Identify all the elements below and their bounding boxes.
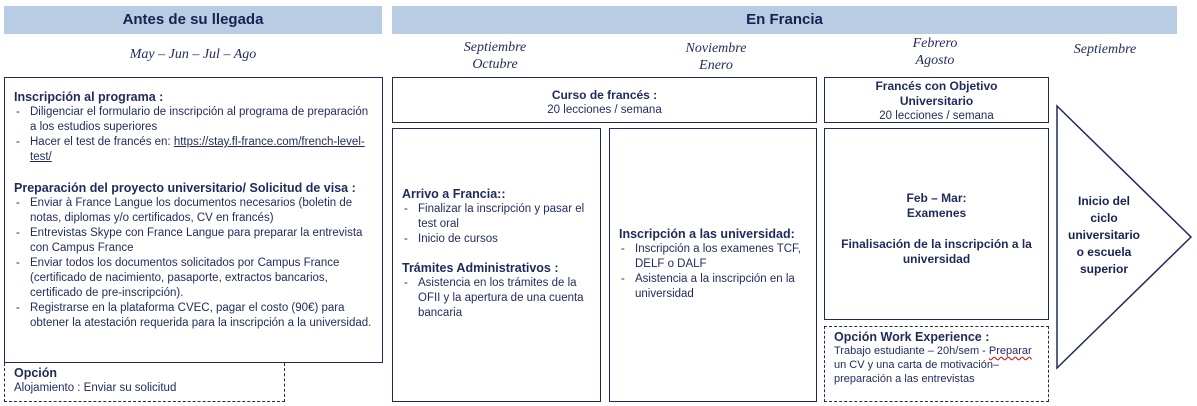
period-nov-label: Noviembre bbox=[685, 41, 747, 56]
fou-sub: 20 lecciones / semana bbox=[879, 110, 994, 122]
curso-title: Curso de francés : bbox=[551, 88, 658, 102]
period-sept: Septiembre bbox=[1073, 42, 1137, 57]
period-aug-label: Agosto bbox=[915, 53, 955, 68]
period-feb-aug bbox=[870, 35, 1000, 69]
curso-frances-box bbox=[392, 77, 817, 123]
preparacion-list bbox=[14, 196, 374, 331]
opcion-title: Opción bbox=[14, 366, 58, 380]
list-item: - Asistencia a la inscripción en la universidad bbox=[619, 272, 808, 302]
fou-title-line2: Universitario bbox=[899, 94, 974, 108]
arrivo-title: Arrivo a Francia:: bbox=[402, 187, 506, 201]
examenes-box bbox=[824, 128, 1049, 320]
list-item: - Enviar à France Langue los documentos necesarios (boletin de notas, diplomas y/o certificados, CV en francés) bbox=[14, 196, 374, 226]
inscripcion-title: Inscripción al programa : bbox=[14, 90, 164, 104]
list-item: - Entrevistas Skype con France Langue para preparar la entrevista con Campus France bbox=[14, 226, 374, 256]
fou-box bbox=[824, 77, 1049, 123]
preparacion-title: Preparación del proyecto universitario/ Solicitud de visa : bbox=[14, 181, 356, 195]
work-text: Trabajo estudiante – 20h/sem - Preparar un CV y una carta de motivación– preparación a las entrevistas bbox=[834, 345, 1032, 385]
header-in-france: En Francia bbox=[392, 6, 1177, 34]
finalisacion-label: Finalisación de la inscripción a la universidad bbox=[841, 237, 1032, 266]
period-jan-label: Enero bbox=[699, 58, 733, 73]
list-item: - Inicio de cursos bbox=[402, 232, 592, 247]
curso-sub: 20 lecciones / semana bbox=[547, 104, 662, 116]
period-sep-oct bbox=[430, 39, 560, 73]
opcion-text: Alojamiento : Enviar su solicitud bbox=[14, 382, 177, 394]
period-sep-label: Septiembre bbox=[463, 40, 527, 55]
list-item: - Asistencia en los trámites de la OFII y la apertura de una cuenta bancaria bbox=[402, 276, 592, 321]
opcion-box bbox=[4, 363, 285, 402]
arrivo-box bbox=[392, 128, 601, 402]
period-nov-jan bbox=[651, 40, 781, 74]
tramites-title: Trámites Administrativos : bbox=[402, 261, 559, 275]
list-item: - Inscripción a los examenes TCF, DELF o DALF bbox=[619, 242, 808, 272]
exam-label: Examenes bbox=[906, 206, 967, 220]
list-item: - Diligenciar el formulario de inscripción al programa de preparación a los estudios superiores bbox=[14, 105, 374, 135]
list-item-text: Hacer el test de francés en: bbox=[30, 136, 174, 148]
header-before-arrival: Antes de su llegada bbox=[4, 6, 382, 34]
exam-dates: Feb – Mar: bbox=[906, 191, 967, 205]
french-test-link[interactable]: https://stay.fl-france.com/french-level-test/ bbox=[30, 136, 365, 163]
inicio-label: Inicio del ciclo universitario o escuela superior bbox=[1067, 194, 1141, 276]
tramites-list bbox=[402, 276, 592, 321]
list-item: - Registrarse en la plataforma CVEC, pagar el costo (90€) para obtener la atestación requerida para la inscripción a la universidad. bbox=[14, 301, 374, 331]
fou-title-line1: Francés con Objetivo bbox=[875, 79, 998, 93]
arrivo-list bbox=[402, 202, 592, 247]
universidad-box bbox=[609, 128, 817, 402]
universidad-list bbox=[619, 242, 808, 302]
period-before: May – Jun – Jul – Ago bbox=[129, 47, 257, 62]
pre-arrival-box bbox=[4, 77, 383, 363]
period-feb-label: Febrero bbox=[912, 36, 958, 51]
list-item: - Enviar todos los documentos solicitados por Campus France (certificado de nacimiento, pasaporte, extractos bancarios, certificado de pre-inscripción). bbox=[14, 256, 374, 301]
inscripcion-list bbox=[14, 105, 374, 165]
list-item bbox=[14, 135, 374, 165]
list-item: - Finalizar la inscripción y pasar el test oral bbox=[402, 202, 592, 232]
universidad-title: Inscripción a las universidad: bbox=[619, 227, 795, 241]
work-experience-box bbox=[824, 326, 1049, 402]
work-title: Opción Work Experience : bbox=[834, 330, 990, 344]
period-oct-label: Octubre bbox=[472, 57, 518, 72]
